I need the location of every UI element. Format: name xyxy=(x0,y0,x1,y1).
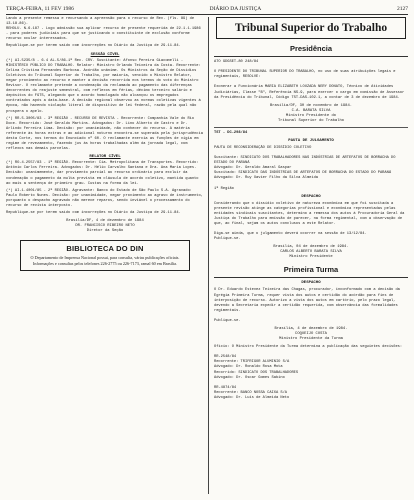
header-date: TERÇA-FEIRA, 11 FEV 1986 xyxy=(6,6,74,12)
left-republish-note-2: Republique-se por terem saído com incorreções no Diário da Justiça de 29.11.84. xyxy=(6,211,181,216)
library-ad-title: BIBLIOTECA DO DIN xyxy=(66,244,144,254)
left-paragraph-4: (*) RR-5.3005/83 - 3ª REGIÃO - RECURSO DE REVISTA - Recorrente: Companhia Vale do Rio Doce. Recorrido: José Geraldo Martins. Advogados: Dr. Lino Alberto de Castro e Dr. Arlindo Ferreira Lima. Decisão: por unanimidade, não conhecer do recurso. A matéria referente às horas extras e ao adicional noturno encontra-se superada pela jurisprudência desta Corte, nos termos do Enunciado nº 60. O reclamante exercia as funções de vigia em regime de revezamento, fazendo jus às horas trabalhadas além da jornada legal, com reflexos nas demais parcelas. xyxy=(6,116,203,152)
page-header xyxy=(6,4,408,14)
section-heading-presidencia: Presidência xyxy=(214,44,408,57)
court-banner-title: Tribunal Superior do Trabalho xyxy=(234,22,388,34)
left-column xyxy=(6,17,204,496)
right-act-text: ATO GDGSET-80 248/84 O PRESIDENTE DO TRIBUNAL SUPERIOR DO TRABALHO, no uso de suas atribuições legais e regimentais, RESOLVE: Exonerar a Funcionária MARIA ELIZABETH LOUZADA NERY DONATO, Técnico de Atividades Judiciárias, Classe "B", Referência NS-9, para exercer o cargo em comissão de Assessor da Presidência do Tribunal, Código TST-DAS-102.1, a contar de 3 de dezembro de 1984. xyxy=(214,60,405,100)
right-column xyxy=(214,17,408,496)
left-signature: Brasília/DF, 4 de dezembro de 1984 DR. FRANCISCO RIBEIRO NETO Diretor da Seção xyxy=(66,219,144,234)
pauta-heading: PAUTA DE JULGAMENTO xyxy=(288,138,334,143)
right-signature-3: Brasília, 4 de dezembro de 1984. COQUEIJO COSTA Ministro Presidente da Turma xyxy=(274,327,348,342)
left-paragraph-6: (*) AI-1.4001/85 - 2ª REGIÃO. Agravante: Banco do Estado de São Paulo S.A. Agravado: Paulo Roberto Nunes. Decisão: por unanimidade, negar provimento ao agravo de instrumento, porquanto o despacho agravado não merece reparos, sendo inviável o processamento do recurso de revista interposto. xyxy=(6,188,203,208)
right-signature-2: Brasília, 04 de dezembro de 1984. CARLOS ALBERTO BARATA SILVA Ministro Presidente xyxy=(273,245,349,260)
right-signature-1: Brasília/DF, 30 de novembro de 1984. C.A. BARATA SILVA Ministro Presidente do Tribunal Superior do Trabalho xyxy=(269,103,353,123)
left-paragraph-5: (*) RO-4.2557/83 - 1ª REGIÃO. Recorrente: Cia. Metropolitana de Transportes. Recorrido: Antônio Carlos Ferreira. Advogados: Dr. Hélio Carvalho Santana e Dra. Ana Maria Lopes. Decisão: unanimemente, dar provimento parcial ao recurso ordinário para excluir da condenação o pagamento da multa prevista em cláusula de acordo coletivo, mantida quanto ao mais a sentença de primeiro grau. Custas na forma da lei. xyxy=(6,161,199,186)
section-heading-primeira-turma: Primeira Turma xyxy=(214,265,408,278)
library-ad-body: O Departamento de Imprensa Nacional possui, para consulta, várias publicações oficiais. Informações e consultas pelos telefones 226-2775 ou 226-7173, ramal 60 em Brasília. xyxy=(30,255,180,266)
left-section-heading-1: SESSÃO CÍVEL xyxy=(90,52,120,57)
despacho-heading-1: DESPACHO xyxy=(301,194,321,199)
right-decisions-list: Ofício: O Ministro Presidente da Turma determina a publicação das seguintes decisões: RR-2548/84 Recorrente: TRIFRIGOR ALUMINIO S/A Advogado: Dr. Ronaldo Rosa Mota Recorrido: SINDICATO DOS TRABALHADORES Advogado: Dr. Oscar Gomes Sabino RR-4874/84 Recorrente: BANCO NOSSA CAIXA S/A Advogado: Dr. Luis de Almeida Neto xyxy=(214,345,403,401)
column-divider xyxy=(208,17,209,494)
right-despacho-text: Considerando que o dissídio coletivo de natureza econômica em que foi suscitada a presente revisão atinge as categorias profissional e econômica representadas pelas entidades sindicais suscitantes, determino a remessa dos autos à Procuradoria Geral da Justiça do Trabalho para emissão de parecer, na forma regimental, com a observação de que, ao final, sejam os autos conclusos a este Relator. Diga-se ainda, que o julgamento deverá ocorrer na sessão de 13/12/84. Publique-se. xyxy=(214,201,405,242)
process-number: TST - DC-298/84 xyxy=(214,130,248,135)
left-section-heading-2: RELATOR CÍVEL xyxy=(89,155,121,160)
header-page-number: 2127 xyxy=(396,6,408,12)
divider-rule xyxy=(214,127,408,128)
right-despacho-text-2: O Dr. Eduardo Estevez Teixeira das Chagas, procurador, inconformado com a decisão da Egrégia Primeira Turma, requer vista dos autos e certidão do acórdão para fins de interposição de recurso. Autorizo a vista dos autos em cartório, pelo prazo legal, devendo a Secretaria expedir a certidão requerida, com observância das formalidades regimentais. Publique-se. xyxy=(214,288,400,323)
court-banner xyxy=(216,17,406,39)
right-parties-text: PAUTA DE RECONSIDERAÇÃO DE DISSÍDIO COLETIVO Suscitante: SINDICATO DOS TRABALHADORES NAS INDÚSTRIAS DE ARTEFATOS DE BORRACHA DO ESTADO DO PARANÁ Advogado: Dr. Geraldo Amaral Gaspar Suscitado: SINDICATO DAS INDÚSTRIAS DE ARTEFATOS DE BORRACHA DO ESTADO DO PARANÁ Advogado: Dr. Ruy Xavier Filho da Silva Almeida 1ª Região xyxy=(214,145,396,191)
header-journal: DIÁRIO DA JUSTIÇA xyxy=(209,6,262,12)
library-ad-box xyxy=(20,240,190,271)
left-republish-note-1: Republique-se por terem saído com incorreções no Diário da Justiça de 29.11.84. xyxy=(6,44,181,49)
despacho-heading-2: DESPACHO xyxy=(301,281,321,286)
left-paragraph-1: Lando a presente remessa e recursando a apreensão para o recurso de Rev. (fls. 89) de 13.18.86). REHOLU. N.6.187 - Logo admissão sua aplicar recurso de presente requerida de 22.1.1.1986 - para poderes judiciais para que se justicando o constituinte de exclusão conforme recurso ocular interessados. xyxy=(6,17,201,42)
left-paragraph-3: (*) AI-5235/8 - 6.4 AL-5/86-1ª Rec. CRV. Suscitante: Afonso Pereira Giacomelli - MINISTÉRIO PÚBLICO DO TRABALHO. Relator: Ministro Orlando Teixeira da Costa. Recorrente: Celina Cristina Fernandes Barbosa. Acórdão unânime. Os Ministros da Seção de Dissídios Coletivos do Tribunal Superior do Trabalho, por maioria, vencido o Ministro Relator, negar provimento ao recurso e manter a decisão recorrida nos termos do voto do Ministro Revisor. O reclamante pretende a condenação da reclamada ao pagamento das diferenças decorrentes do reajuste semestral, com reflexos em férias, décimo terceiro salário e depósitos do FGTS, alegando que o acordo homologado não alcançou os empregados contratados após a data-base. A decisão regional observou as normas coletivas vigentes à época, não havendo violação literal de dispositivo de lei federal, razão pela qual não prospera o apelo. xyxy=(6,58,201,114)
